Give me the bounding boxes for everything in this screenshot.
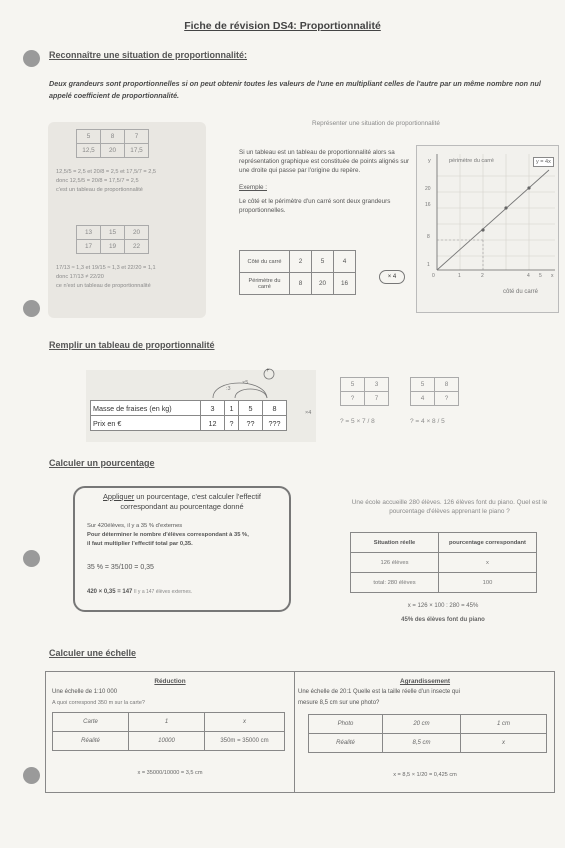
proportionality-graph: y périmètre du carré y = 4x 20 16 8 1 0 1 2 4 5 x côté du carré <box>416 145 559 313</box>
page-title: Fiche de révision DS4: Proportionnalité <box>184 20 381 32</box>
represent-text-block <box>239 148 411 215</box>
data-point <box>504 206 507 209</box>
mini-formula-1: ? = 5 × 7 / 8 <box>340 418 375 425</box>
example-box-left <box>48 122 206 318</box>
worksheet-page: Fiche de révision DS4: Proportionnalité Reconnaître une situation de proportionnalité: Deux grandeurs sont proportionnelles si on peut obtenir toutes les valeurs de l'une en multipliant celles de l'autre par un même nombre non nul appelé coefficient de proportionnalité. 5 8 7 12,5 20 17,5 12,5/5 = 2,5 et 20/8 = 2,5 et 17,5/7 = 2,5 donc 12,5/5 = 20/8 = 17,5/7 = 2,5 c'est un tableau de proportionnalité 13 15 20 17 19 22 17/13 ≈ 1,3 et 19/15 ≈ 1,3 et 22/20 = 1,1 donc 17/13 ≠ 22/20 ce n'est un tableau de proportionnalité Représenter une situation de proportionnalité Si un tableau est un tableau de proportionnalité alors sa représentation graphique est constituée de points alignés sur une droite qui passe par l'origine du repère. Exemple : Le côté et le périmètre d'un carré sont deux grandeurs proportionnelles. Côté du carré 2 5 4 Périmètre du carré 8 20 16 × 4 y périmètre du carré y = 4x 20 16 8 1 0 1 2 4 5 x côté du carré Remplir un tableau de proportionnalité + ×5 :3 ×4 Masse de fraises (en kg) 3 1 5 8 Prix en € 12 ? ?? ??? 5 3 ? 7 ? = 5 × 7 / 8 5 8 4 ? ? = 4 × 8 / 5 Calculer un pourcentage Appliquer un pourcentage, c'est calculer l'effectif correspondant au pourcentage donné Sur 420élèves, il y a 35 % d'externes Pour déterminer le nombre d'élèves correspondant à 35 %, il faut multiplier l'effectif total par 0,35. 35 % = 35/100 = 0,35 420 × 0,35 = 147 Il y a 147 élèves externes. Une école accueille 280 élèves. 126 élèves font du piano. Quel est le pourcentage d'élèves apprenant le piano ? Situation réelle pourcentage correspondant 126 élèves x total: 280 élèves 100 x = 126 × 100 : 280 = 45% 45% des élèves font du piano Calculer une échelle Réduction Une échelle de 1:10 000 A quoi correspond 350 m sur la carte? Carte 1 x Réalité 10000 350m = 35000 cm x = 35000/10000 = 3,5 cm Agrandissement Une échelle de 20:1 Quelle est la taille réelle d'un insecte qui mesure 8,5 cm sur une photo? Photo 20 cm 1 cm Réalité 8,5 cm x x = 8,5 × 1/20 = 0,425 cm <box>0 0 565 848</box>
percentage-formula: 35 % = 35/100 = 0,35 <box>87 564 154 571</box>
reduction-title: Réduction <box>154 678 186 685</box>
enlargement-result: x = 8,5 × 1/20 = 0,425 cm <box>393 772 457 778</box>
percentage-result: 420 × 0,35 = 147 Il y a 147 élèves externes. <box>87 589 193 595</box>
percentage-box-title: Appliquer un pourcentage, c'est calculer l'effectif correspondant au pourcentage donné <box>103 492 261 511</box>
graph-equation: y = 4x <box>533 157 554 167</box>
punch-hole <box>23 300 40 317</box>
line-y-4x <box>437 170 549 270</box>
section-heading-recognize: Reconnaître une situation de proportionnalité: <box>49 50 248 60</box>
calc-block-2: 17/13 ≈ 1,3 et 19/15 ≈ 1,3 et 22/20 = 1,1 donc 17/13 ≠ 22/20 ce n'est un tableau de proportionnalité <box>56 265 156 289</box>
mini-table-1: 5 3 ? 7 <box>340 377 389 406</box>
percentage-method-box <box>73 486 291 612</box>
represent-text: Si un tableau est un tableau de proportionnalité alors sa représentation graphique est constituée de points alignés sur une droite qui passe par l'origine du repère. <box>239 149 410 174</box>
strawberry-table: Masse de fraises (en kg) 3 1 5 8 Prix en € 12 ? ?? ??? <box>90 400 287 431</box>
mini-formula-2: ? = 4 × 8 / 5 <box>410 418 445 425</box>
graph-ylabel: périmètre du carré <box>449 158 494 164</box>
graph-svg <box>417 146 560 314</box>
reduction-table: Carte 1 x Réalité 10000 350m = 35000 cm <box>52 712 285 751</box>
coefficient-arrow: × 4 <box>379 270 405 284</box>
graph-xlabel: côté du carré <box>503 289 539 295</box>
punch-hole <box>23 550 40 567</box>
enlargement-title: Agrandissement <box>399 678 451 685</box>
percentage-lines: Sur 420élèves, il y a 35 % d'externes Pour déterminer le nombre d'élèves correspondant à 35 %, il faut multiplier l'effectif total par 0,35. <box>87 523 249 547</box>
scale-box: Réduction Une échelle de 1:10 000 A quoi correspond 350 m sur la carte? Carte 1 x Réalité 10000 350m = 35000 cm x = 35000/10000 = 3,5 cm Agrandissement Une échelle de 20:1 Quelle est la taille réelle d'un insecte qui mesure 8,5 cm sur une photo? Photo 20 cm 1 cm Réalité 8,5 cm x x = 8,5 × 1/20 = 0,425 cm <box>45 671 555 793</box>
mini-table-2: 5 8 4 ? <box>410 377 459 406</box>
represent-title: Représenter une situation de proportionnalité <box>312 120 440 127</box>
section-heading-scale: Calculer une échelle <box>49 648 137 658</box>
piano-table: Situation réelle pourcentage correspondant 126 élèves x total: 280 élèves 100 <box>350 532 537 593</box>
section-heading-fill-table: Remplir un tableau de proportionnalité <box>49 340 215 350</box>
enlargement-table: Photo 20 cm 1 cm Réalité 8,5 cm x <box>308 714 547 753</box>
piano-answer-2: 45% des élèves font du piano <box>401 617 485 623</box>
piano-question: Une école accueille 280 élèves. 126 élèves font du piano. Quel est le pourcentage d'élèves apprenant le piano ? <box>351 499 548 515</box>
punch-hole <box>23 767 40 784</box>
example-label: Exemple : <box>239 184 267 191</box>
example-table-2: 13 15 20 17 19 22 <box>76 225 149 254</box>
data-point <box>527 186 530 189</box>
definition-text: Deux grandeurs sont proportionnelles si on peut obtenir toutes les valeurs de l'une en multipliant celles de l'autre par un même nombre non nul appelé coefficient de proportionnalité. <box>49 79 541 100</box>
data-point <box>481 228 484 231</box>
example-text: Le côté et le périmètre d'un carré sont deux grandeurs proportionnelles. <box>239 198 391 214</box>
punch-hole <box>23 50 40 67</box>
piano-answer-1: x = 126 × 100 : 280 = 45% <box>407 603 479 609</box>
perimeter-table: Côté du carré 2 5 4 Périmètre du carré 8 20 16 <box>239 250 356 295</box>
example-table-1: 5 8 7 12,5 20 17,5 <box>76 129 149 158</box>
section-heading-percentage: Calculer un pourcentage <box>49 458 155 468</box>
reduction-result: x = 35000/10000 = 3,5 cm <box>137 770 203 776</box>
calc-block-1: 12,5/5 = 2,5 et 20/8 = 2,5 et 17,5/7 = 2,5 donc 12,5/5 = 20/8 = 17,5/7 = 2,5 c'est un tableau de proportionnalité <box>56 169 156 193</box>
